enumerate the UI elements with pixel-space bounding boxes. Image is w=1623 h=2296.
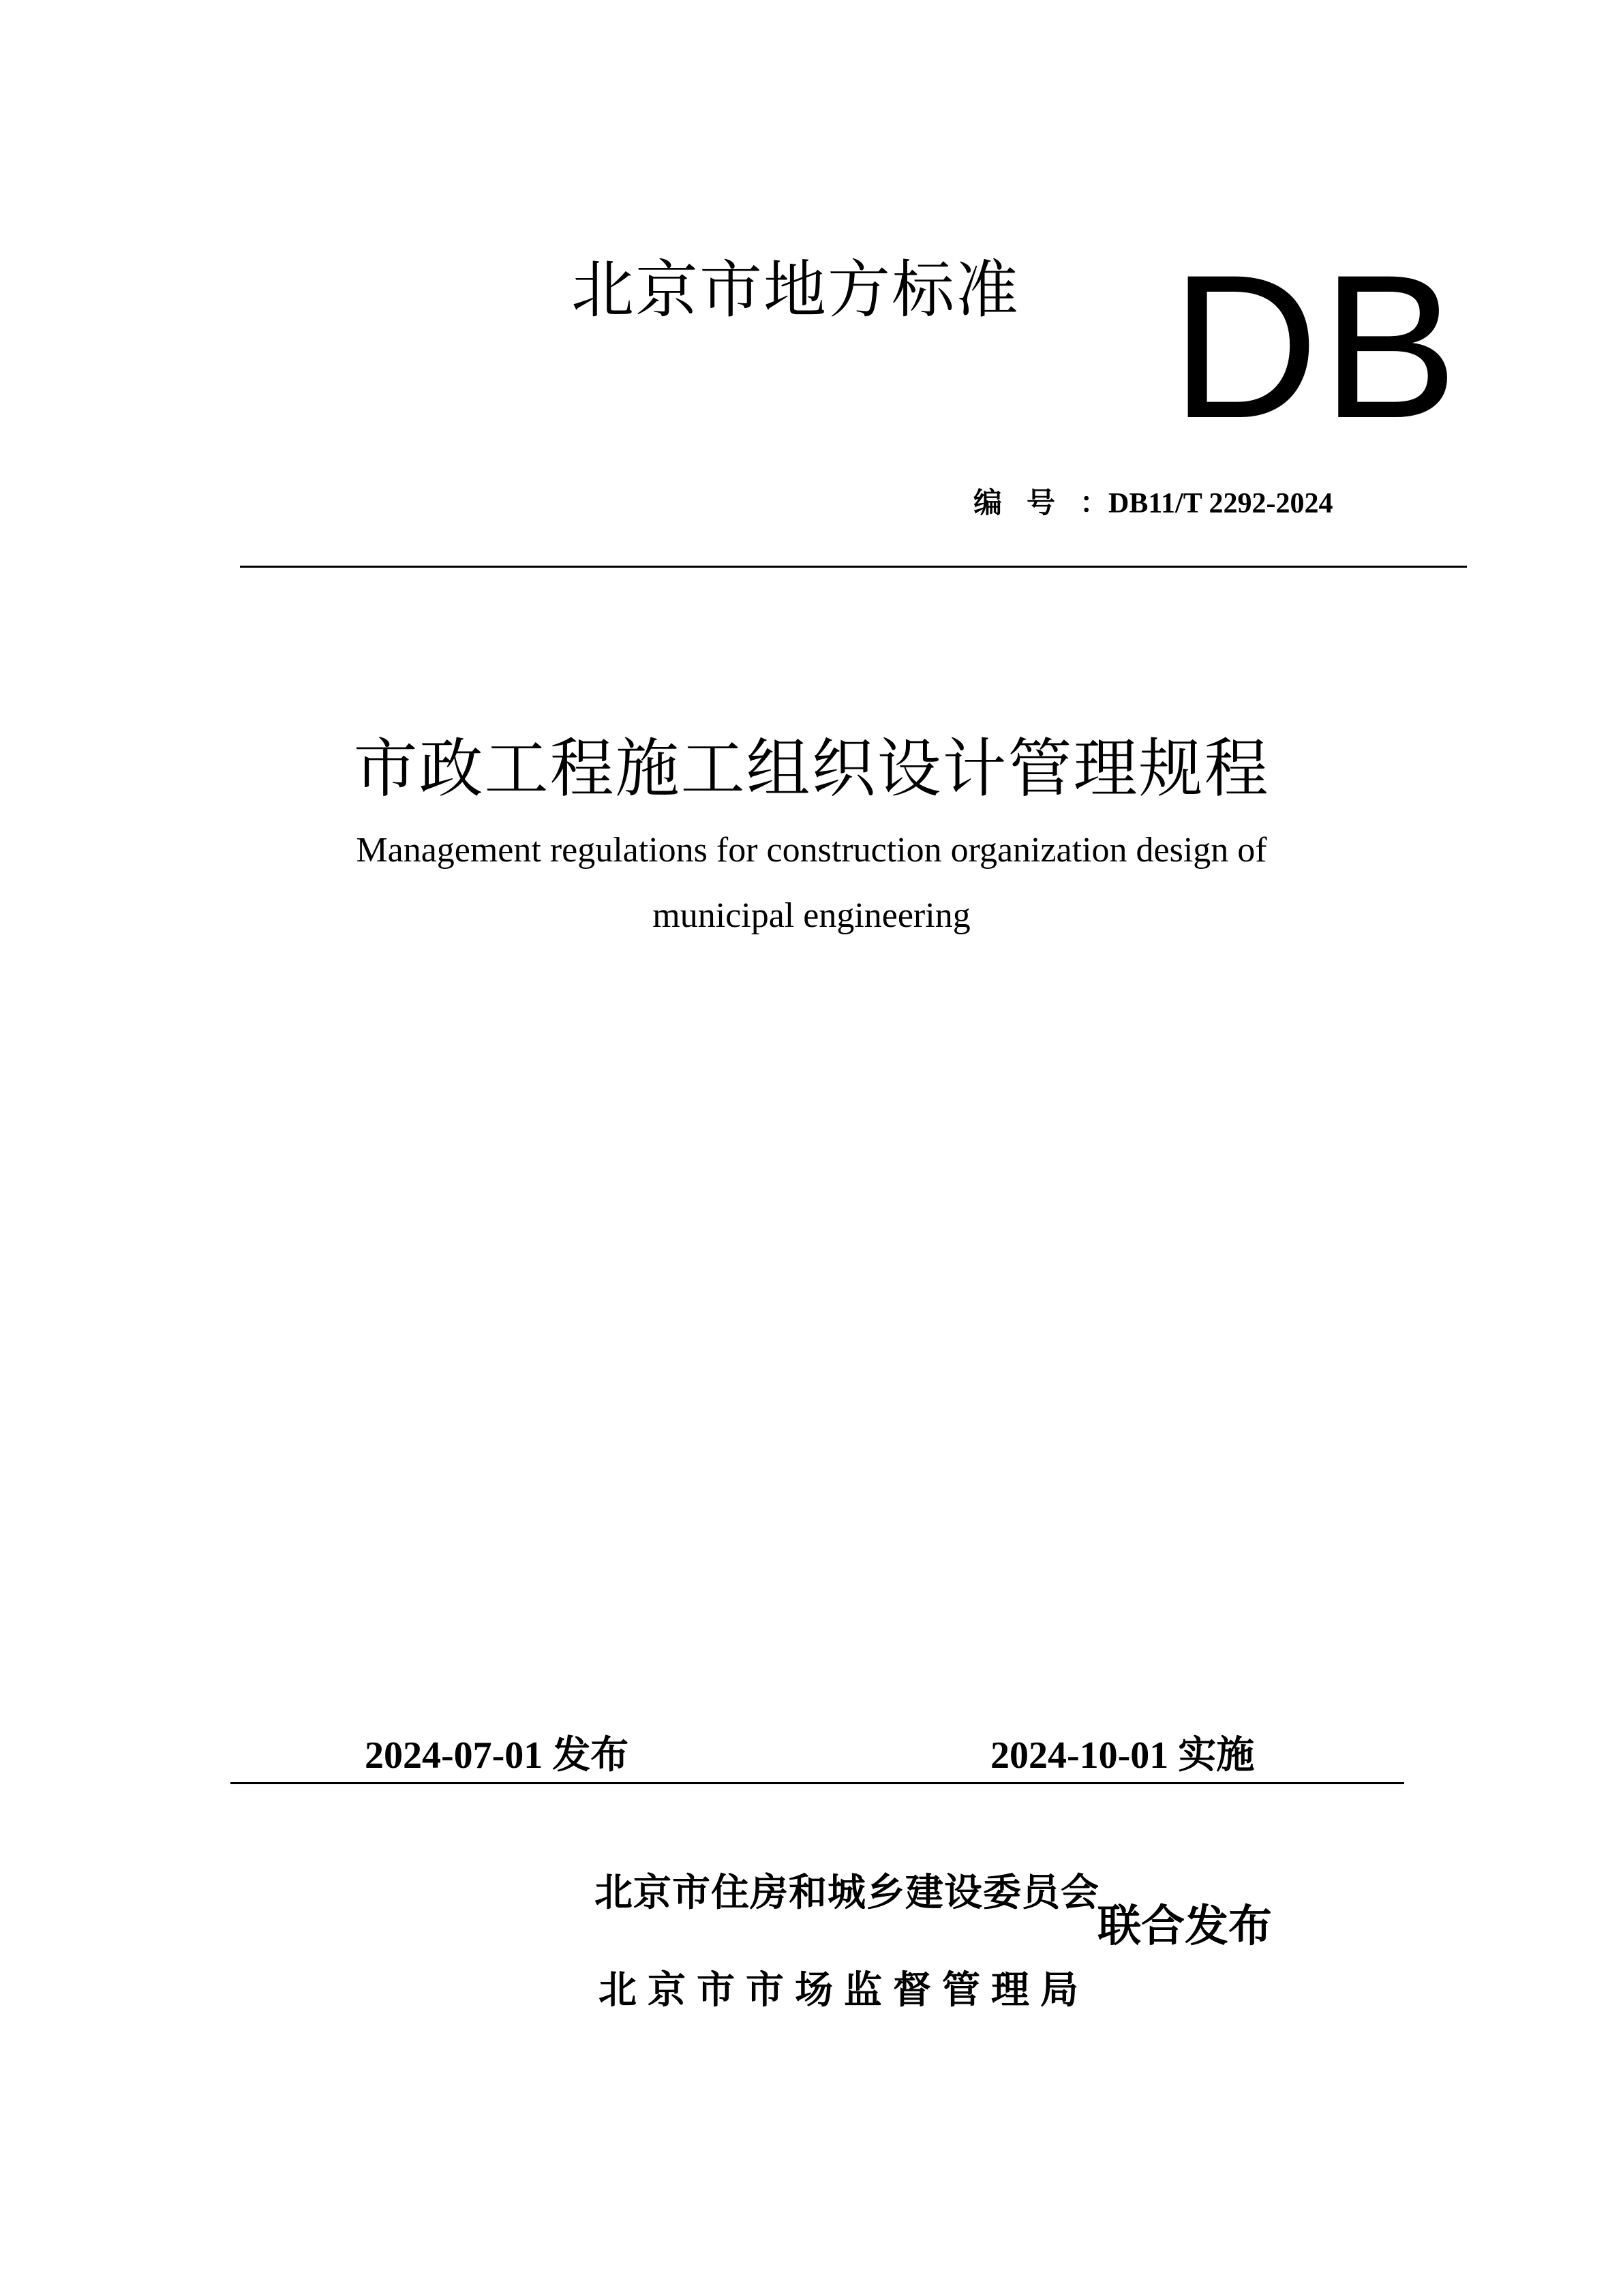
title-english-line-2: municipal engineering: [652, 896, 971, 935]
standard-code-value: DB11/T 2292-2024: [1108, 488, 1333, 519]
implement-date: 2024-10-01 实施: [990, 1734, 1255, 1777]
standard-code-separator: ：: [1080, 488, 1109, 519]
publish-date: 2024-07-01 发布: [365, 1734, 629, 1777]
title-english-line-1: Management regulations for construction organization design of: [356, 831, 1267, 870]
issuer-housing-commission: 北京市住房和城乡建设委员会: [594, 1871, 1099, 1915]
db-mark: DB: [1171, 232, 1461, 461]
issuer-market-regulation-bureau: 北京市市场监督管理局: [598, 1968, 1089, 2012]
standard-code-line: [973, 489, 1333, 518]
title-chinese: 市政工程施工组织设计管理规程: [353, 732, 1270, 806]
standard-type-heading: 北京市地方标准: [571, 254, 1020, 326]
standard-code-label: 编号: [973, 488, 1080, 519]
top-divider: [240, 566, 1467, 568]
bottom-divider: [230, 1782, 1404, 1784]
joint-publish-label: 联合发布: [1097, 1901, 1272, 1952]
